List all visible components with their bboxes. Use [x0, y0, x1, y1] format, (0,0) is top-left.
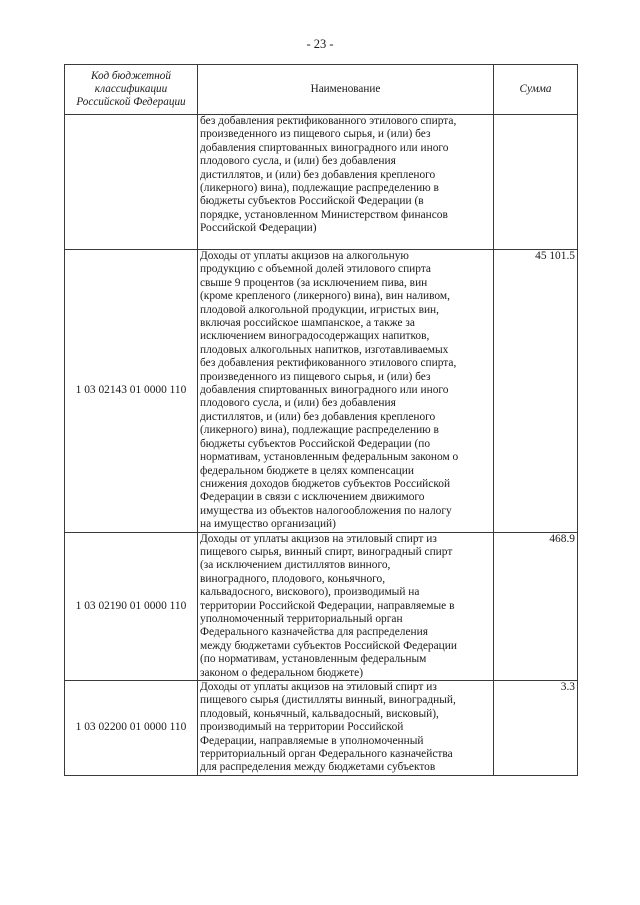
revenue-name-line: дистиллятов, и (или) без добавления крепленого — [200, 410, 436, 423]
revenue-name-line: для распределения между бюджетами субъектов — [200, 761, 436, 774]
revenue-name-line: бюджеты субъектов Российской Федерации (по — [200, 437, 431, 450]
revenue-name-line: пищевого сырья (дистилляты винный, виноградный, — [200, 694, 456, 707]
table-header-row — [65, 65, 578, 115]
header-name: Наименование — [198, 65, 494, 115]
revenue-name-line: виноградного, плодового, коньячного, — [200, 572, 386, 585]
revenue-name-line: (по нормативам, установленным федеральным — [200, 653, 427, 666]
header-sum: Сумма — [494, 65, 578, 115]
revenue-name-line: имущества из объектов налогообложения по налогу — [200, 504, 452, 517]
revenue-name-line: территориальный орган Федерального казначейства — [200, 748, 453, 761]
budget-code-cell: 1 03 02200 01 0000 110 — [65, 681, 198, 776]
revenue-name-line: нормативам, установленным федеральным законом о — [200, 451, 459, 464]
revenue-name-line: (ликерного) вина), подлежащие распределению в — [200, 424, 439, 437]
revenue-name-line: исключением виноградосодержащих напитков, — [200, 330, 430, 343]
budget-code-cell: 1 03 02190 01 0000 110 — [65, 532, 198, 680]
revenue-name-line: произведенного из пищевого сырья, и (или) без — [200, 128, 431, 141]
amount-cell: 468.9 — [494, 532, 578, 680]
revenue-name-line: уполномоченный территориальный орган — [200, 612, 403, 625]
budget-code-cell: 1 03 02143 01 0000 110 — [65, 250, 198, 533]
amount-cell: 3.3 — [494, 681, 578, 776]
table-row — [65, 681, 578, 776]
revenue-name-line: Доходы от уплаты акцизов на этиловый спирт из — [200, 532, 437, 545]
table-row — [65, 115, 578, 250]
header-code: Код бюджетной классификации Российской Федерации — [65, 65, 198, 115]
revenue-name-line: продукцию с объемной долей этилового спирта — [200, 263, 431, 276]
revenue-name-line: (за исключением дистиллятов винного, — [200, 559, 391, 572]
revenue-name-line: порядке, установленном Министерством финансов — [200, 208, 448, 221]
revenue-name-line: плодового сусла, и (или) без добавления — [200, 155, 396, 168]
revenue-name-line: между бюджетами субъектов Российской Федерации — [200, 639, 457, 652]
table-row — [65, 532, 578, 680]
revenue-name-cell — [198, 250, 494, 533]
revenue-name-cell — [198, 115, 494, 250]
revenue-name-cell — [198, 532, 494, 680]
revenue-name-line: Доходы от уплаты акцизов на алкогольную — [200, 250, 409, 262]
revenue-name-line: добавления спиртованных виноградного или иного — [200, 141, 449, 154]
revenue-name-line: бюджеты субъектов Российской Федерации (в — [200, 195, 424, 208]
budget-code-cell — [65, 115, 198, 250]
revenue-name-line: (ликерного) вина), подлежащие распределению в — [200, 182, 439, 195]
revenue-name-line: плодового сусла, и (или) без добавления — [200, 397, 396, 410]
revenue-name-line: произведенного из пищевого сырья, и (или) без — [200, 370, 431, 383]
revenue-name-line: территории Российской Федерации, направляемые в — [200, 599, 455, 612]
revenue-name-line: плодовых алкогольных напитков, изготавливаемых — [200, 343, 449, 356]
revenue-name-line: плодовой алкогольной продукции, игристых вин, — [200, 303, 439, 316]
revenue-name-line: дистиллятов, и (или) без добавления крепленого — [200, 168, 436, 181]
revenue-name-line: включая российское шампанское, а также за — [200, 317, 415, 330]
revenue-name-line: свыше 9 процентов (за исключением пива, вин — [200, 276, 428, 289]
revenue-name-line: производимый на территории Российской — [200, 721, 404, 734]
revenue-name-line: снижения доходов бюджетов субъектов Российской — [200, 477, 451, 490]
revenue-name-line: Федерального казначейства для распределения — [200, 626, 428, 639]
revenue-name-line: плодовый, коньячный, кальвадосный, висковый), — [200, 707, 439, 720]
page-number: - 23 - — [306, 37, 334, 51]
revenue-name-line: без добавления ректификованного этилового спирта, — [200, 115, 457, 127]
revenue-name-line: законом о федеральном бюджете) — [200, 666, 363, 679]
table-row — [65, 250, 578, 533]
amount-cell — [494, 115, 578, 250]
revenue-name-line: федеральном бюджете в целях компенсации — [200, 464, 414, 477]
revenue-name-line: пищевого сырья, винный спирт, виноградный спирт — [200, 545, 453, 558]
amount-cell: 45 101.5 — [494, 250, 578, 533]
revenue-name-line: на имущество организаций) — [200, 518, 336, 531]
revenue-name-line: добавления спиртованных виноградного или иного — [200, 384, 449, 397]
revenue-name-line: Доходы от уплаты акцизов на этиловый спирт из — [200, 681, 437, 693]
revenue-name-line: Российской Федерации) — [200, 222, 317, 235]
revenue-name-line: кальвадосного, вискового), производимый на — [200, 586, 420, 599]
revenue-name-line: Федерации, направляемые в уполномоченный — [200, 734, 424, 747]
revenue-name-line: (кроме крепленого (ликерного) вина), вин наливом, — [200, 290, 450, 303]
revenue-name-line: Федерации в связи с исключением движимого — [200, 491, 425, 504]
revenue-name-line: без добавления ректификованного этилового спирта, — [200, 357, 457, 370]
revenue-name-cell — [198, 681, 494, 776]
budget-revenue-table — [64, 64, 578, 776]
